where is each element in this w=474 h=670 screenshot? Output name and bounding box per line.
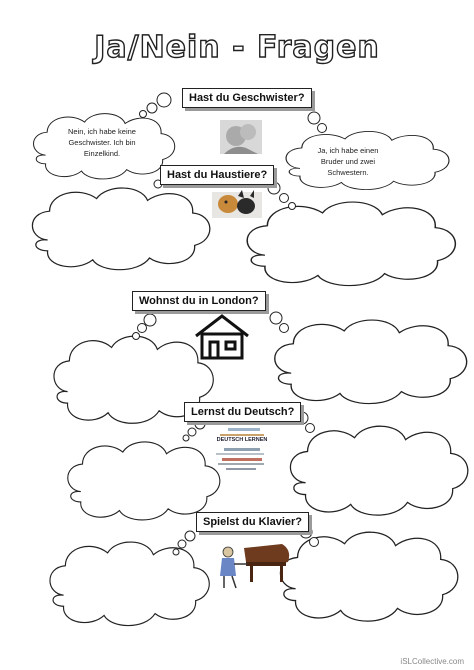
cloud-left-4 xyxy=(68,442,220,520)
house-icon xyxy=(196,316,248,358)
answer-line: Nein, ich habe keine xyxy=(68,127,136,136)
question-box-london xyxy=(132,291,266,311)
question-box-haustiere xyxy=(160,165,274,185)
cloud-right-2 xyxy=(247,202,455,286)
page-title: Ja/Nein - Fragen xyxy=(94,30,380,65)
cloud-right-4 xyxy=(290,426,467,515)
cloud-right-5 xyxy=(280,532,457,621)
question-box-geschwister xyxy=(182,88,312,108)
question-text: Lernst du Deutsch? xyxy=(191,406,295,418)
piano-photo xyxy=(220,544,289,588)
answer-line: Geschwister. Ich bin xyxy=(68,138,136,147)
cloud-right-3 xyxy=(275,320,467,404)
answer-positive xyxy=(298,145,398,178)
answer-line: Bruder und zwei xyxy=(320,157,376,166)
question-text: Spielst du Klavier? xyxy=(203,516,303,528)
siblings-photo xyxy=(220,120,262,154)
wordcloud-center-text: DEUTSCH LERNEN xyxy=(216,437,268,443)
answer-line: Schwestern. xyxy=(327,168,369,177)
question-box-deutsch xyxy=(184,402,301,422)
pets-photo xyxy=(212,190,262,218)
answer-line: Ja, ich habe einen xyxy=(317,146,379,155)
question-box-klavier xyxy=(196,512,309,532)
question-text: Hast du Haustiere? xyxy=(167,169,268,181)
question-text: Wohnst du in London? xyxy=(139,295,259,307)
answer-line: Einzelkind. xyxy=(83,149,121,158)
footer-watermark: iSLCollective.com xyxy=(400,657,464,666)
cloud-left-2 xyxy=(32,188,209,270)
question-text: Hast du Geschwister? xyxy=(189,92,305,104)
cloud-left-5 xyxy=(50,542,209,626)
wordcloud-image xyxy=(216,428,264,470)
answer-negative xyxy=(52,126,152,159)
